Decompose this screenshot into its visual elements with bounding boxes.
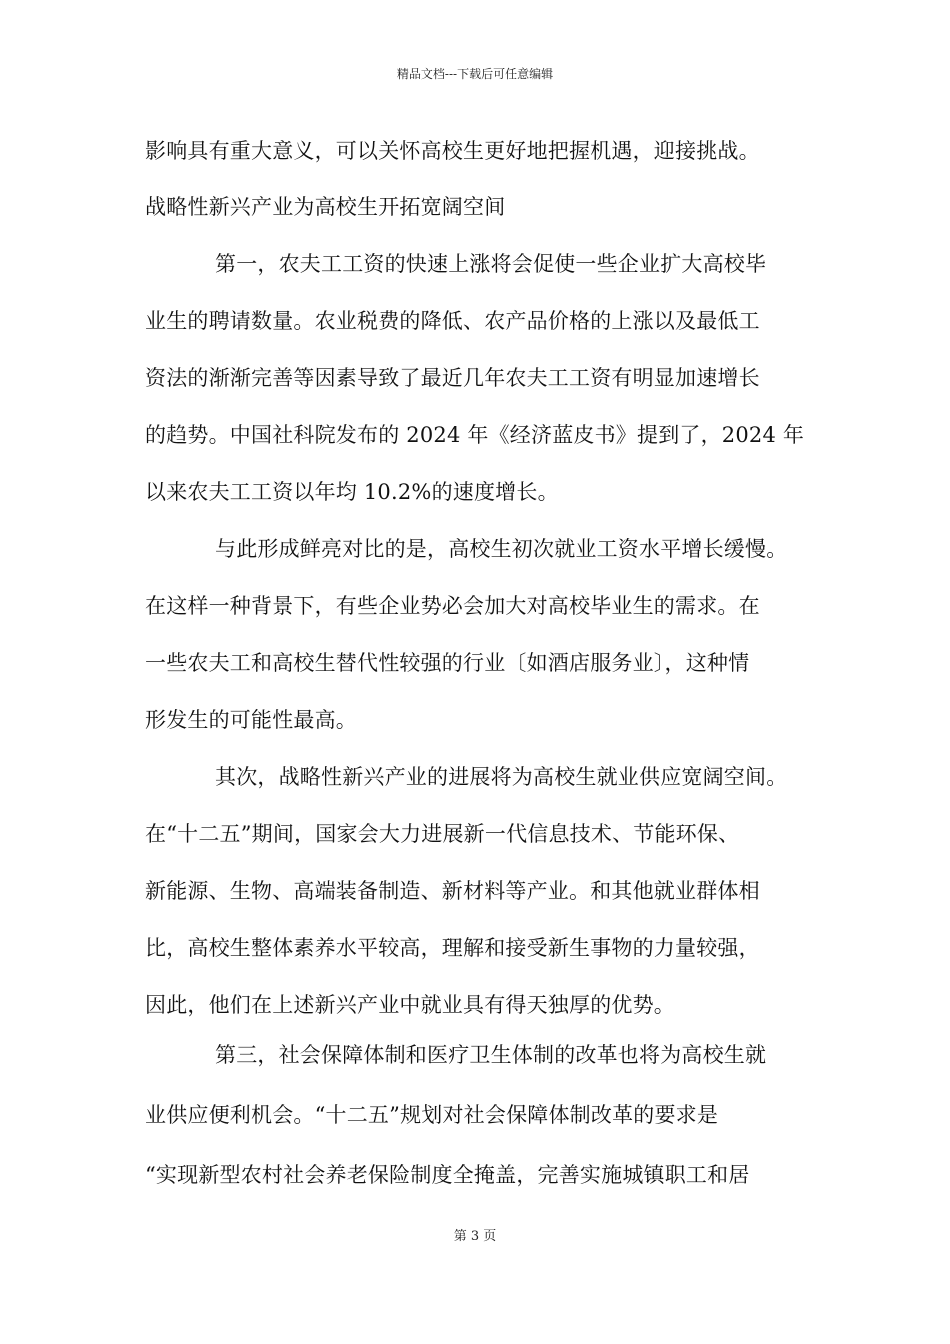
paragraph-1-line: 第一，农夫工工资的快速上涨将会促使一些企业扩大高校毕 <box>215 252 767 276</box>
body-text-line: 影响具有重大意义，可以关怀高校生更好地把握机遇，迎接挑战。 <box>145 139 760 163</box>
paragraph-4-line: 业供应便利机会。“十二五”规划对社会保障体制改革的要求是 <box>145 1103 719 1127</box>
paragraph-2-line: 在这样一种背景下，有些企业势必会加大对高校毕业生的需求。在 <box>145 594 760 618</box>
section-heading: 战略性新兴产业为高校生开拓宽阔空间 <box>145 195 506 219</box>
paragraph-3-line: 比，高校生整体素养水平较高，理解和接受新生事物的力量较强， <box>145 936 760 960</box>
page-number: 第 3 页 <box>453 1229 497 1244</box>
paragraph-1-line: 的趋势。中国社科院发布的 2024 年《经济蓝皮书》提到了，2024 年 <box>145 423 805 447</box>
paragraph-1-line: 业生的聘请数量。农业税费的降低、农产品价格的上涨以及最低工 <box>145 309 760 333</box>
paragraph-2-line: 一些农夫工和高校生替代性较强的行业〔如酒店服务业〕，这种情 <box>145 651 750 675</box>
paragraph-3-line: 其次，战略性新兴产业的进展将为高校生就业供应宽阔空间。 <box>215 765 788 789</box>
paragraph-2-line: 形发生的可能性最高。 <box>145 708 357 732</box>
paragraph-1-line: 以来农夫工工资以年均 10.2%的速度增长。 <box>145 480 559 504</box>
paragraph-4-line: “实现新型农村社会养老保险制度全掩盖，完善实施城镇职工和居 <box>145 1163 750 1187</box>
paragraph-2-line: 与此形成鲜亮对比的是，高校生初次就业工资水平增长缓慢。 <box>215 537 788 561</box>
paragraph-3-line: 新能源、生物、高端装备制造、新材料等产业。和其他就业群体相 <box>145 879 760 903</box>
paragraph-4-line: 第三，社会保障体制和医疗卫生体制的改革也将为高校生就 <box>215 1043 767 1067</box>
paragraph-3-line: 因此，他们在上述新兴产业中就业具有得天独厚的优势。 <box>145 993 675 1017</box>
paragraph-3-line: 在“十二五”期间，国家会大力进展新一代信息技术、节能环保、 <box>145 822 740 846</box>
page-header: 精品文档---下载后可任意编辑 <box>396 67 554 81</box>
paragraph-1-line: 资法的渐渐完善等因素导致了最近几年农夫工工资有明显加速增长 <box>145 366 760 390</box>
